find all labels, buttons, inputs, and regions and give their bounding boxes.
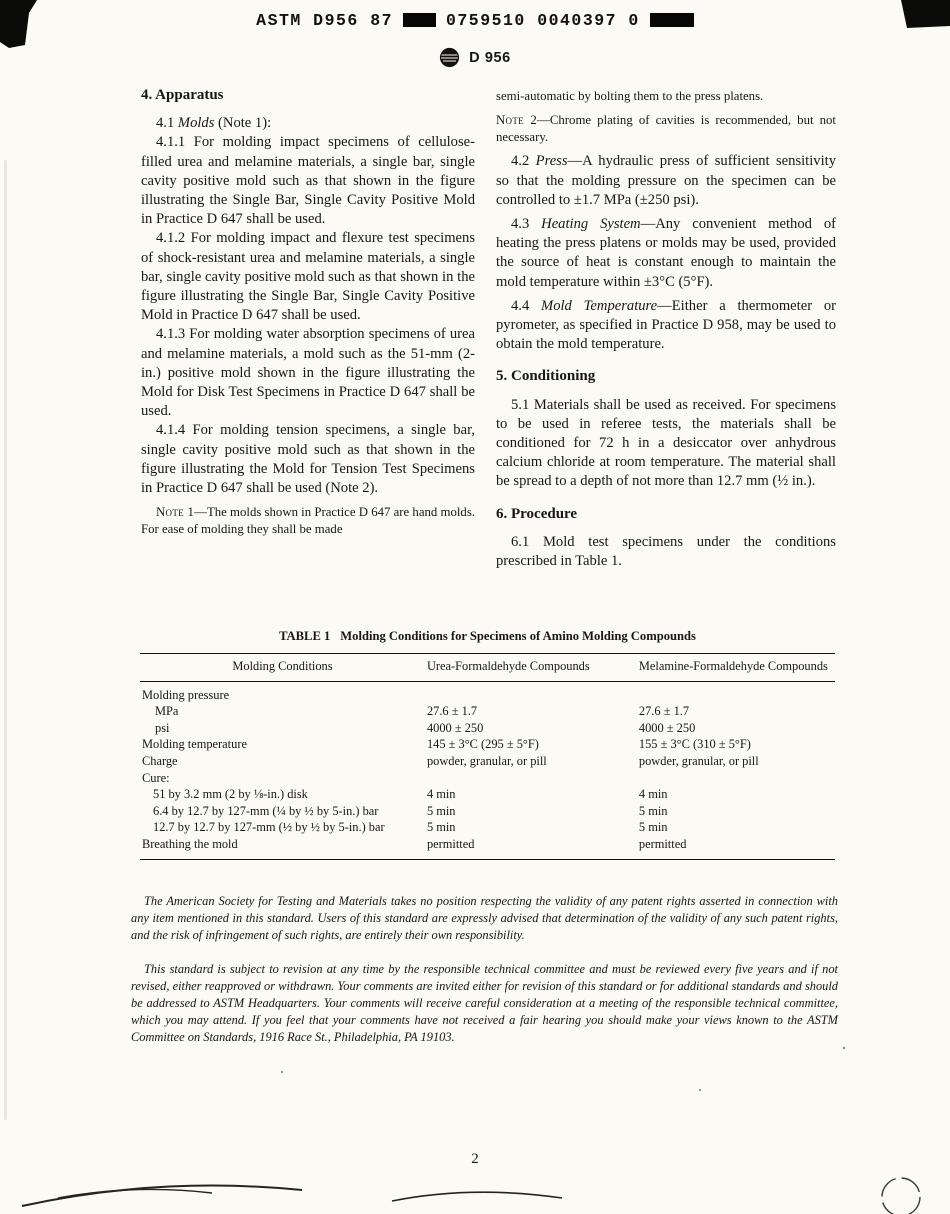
legal-notes bbox=[131, 893, 838, 1063]
melamine-value-cell: permitted bbox=[638, 836, 687, 851]
row-label-cell: MPa bbox=[155, 704, 179, 719]
para-4-1-1: 4.1.1 For molding impact specimens of cellulose-filled urea and melamine materials, a single bar, single cavity positive mold such as that shown in the figure illustrating the Single Bar, Single Cavity Positive Mold in Practice D 647 shall be used. bbox=[141, 134, 475, 228]
urea-value-cell: 27.6 ± 1.7 bbox=[426, 704, 478, 719]
para-4-1-3: 4.1.3 For molding water absorption specimens of urea and melamine materials, a mold such as the 51-mm (2-in.) positive mold shown in the figure illustrating the Mold for Disk Test Specimens in Practice D 647 shall be used. bbox=[141, 326, 475, 420]
left-column bbox=[141, 86, 475, 571]
table-1-caption: Molding Conditions for Specimens of Amino Molding Compounds bbox=[340, 629, 696, 643]
note-1-continuation: semi-automatic by bolting them to the press platens. bbox=[496, 89, 764, 103]
table-header-row bbox=[140, 654, 835, 682]
scan-curl-left bbox=[22, 1186, 302, 1206]
table-row bbox=[140, 770, 835, 787]
para-num: 4.3 bbox=[511, 216, 530, 232]
col-header-melamine: Melamine-Formaldehyde Compounds bbox=[637, 654, 835, 682]
urea-value-cell: 5 min bbox=[426, 820, 456, 835]
table-row bbox=[140, 704, 835, 721]
melamine-value-cell: 4 min bbox=[638, 787, 668, 802]
para-4-1-2: 4.1.2 For molding impact and flexure test specimens of shock-resistant urea and melamine materials, a single bar, single cavity positive mold such as that shown in the figure illustrating the Single Bar, Single Cavity Positive Mold in Practice D 647 shall be used. bbox=[141, 230, 475, 324]
note-1 bbox=[141, 504, 475, 538]
note-2 bbox=[496, 112, 836, 146]
scan-speck bbox=[281, 1071, 283, 1073]
row-label-cell: psi bbox=[155, 720, 170, 735]
section-heading-conditioning: 5. Conditioning bbox=[496, 368, 596, 385]
para-6-1: 6.1 Mold test specimens under the conditions prescribed in Table 1. bbox=[496, 533, 836, 570]
melamine-value-cell bbox=[637, 681, 835, 704]
para-4-1 bbox=[141, 114, 475, 133]
table-row bbox=[140, 753, 835, 770]
melamine-value-cell: powder, granular, or pill bbox=[638, 753, 759, 768]
redaction-bar-icon bbox=[650, 13, 694, 27]
table-row bbox=[140, 737, 835, 754]
para-text: —A hydraulic press of sufficient sensitivity so that the molding pressure on the specimen can be controlled to ±1.7 MPa (±250 psi). bbox=[496, 153, 836, 208]
note-text: —The molds shown in Practice D 647 are hand molds. For ease of molding they shall be made bbox=[141, 505, 475, 537]
para-4-2 bbox=[496, 152, 836, 210]
scan-speck bbox=[843, 1047, 845, 1049]
urea-value-cell: 4 min bbox=[426, 787, 456, 802]
melamine-value-cell: 27.6 ± 1.7 bbox=[638, 704, 690, 719]
table-row bbox=[140, 836, 835, 859]
doc-id: D 956 bbox=[469, 49, 511, 66]
melamine-value-cell bbox=[637, 770, 835, 787]
para-4-1-4: 4.1.4 For molding tension specimens, a single bar, single cavity positive mold such as that shown in the figure illustrating the Mold for Tension Test Specimens in Practice D 647 shall be used (Note 2). bbox=[141, 422, 475, 497]
col-header-urea: Urea-Formaldehyde Compounds bbox=[425, 654, 637, 682]
section-heading-apparatus: 4. Apparatus bbox=[141, 87, 224, 103]
scan-speck bbox=[699, 1089, 701, 1091]
para-text: —Any convenient method of heating the press platens or molds may be used, provided the source of heat is constant enough to maintain the mold temperature within ±3°C (5°F). bbox=[496, 216, 836, 290]
section-heading-procedure: 6. Procedure bbox=[496, 505, 578, 522]
row-label-cell: Molding pressure bbox=[142, 687, 230, 702]
astm-logo-icon bbox=[439, 47, 460, 68]
para-lead-italic: Molds bbox=[177, 115, 215, 132]
page-number: 2 bbox=[471, 1151, 479, 1167]
urea-value-cell bbox=[425, 770, 637, 787]
redaction-bar-icon bbox=[403, 13, 436, 27]
row-label-cell: Cure: bbox=[142, 770, 170, 785]
note-label: Note 2 bbox=[496, 112, 538, 127]
molding-conditions-table bbox=[140, 653, 835, 860]
para-num: 4.2 bbox=[511, 153, 530, 170]
urea-value-cell: 4000 ± 250 bbox=[426, 720, 484, 735]
row-label-cell: Charge bbox=[142, 753, 178, 768]
table-row bbox=[140, 720, 835, 737]
para-num: 4.1 bbox=[156, 115, 175, 132]
table-row bbox=[140, 820, 835, 837]
urea-value-cell: powder, granular, or pill bbox=[426, 753, 547, 768]
para-num: 4.4 bbox=[511, 297, 530, 314]
para-5-1: 5.1 Materials shall be used as received. For specimens to be used in referee tests, the materials shall be conditioned for 72 h in a desiccator over anhydrous calcium chloride at room temperature. The material shall be spread to a depth of not more than 12.7 mm (½ in.). bbox=[496, 396, 836, 490]
urea-value-cell: 5 min bbox=[426, 803, 456, 818]
patent-disclaimer: The American Society for Testing and Materials takes no position respecting the validity of any patent rights asserted in connection with any item mentioned in this standard. Users of this standard are expressly advised that determination of the validity of any such patent rights, and the risk of infringement of such rights, are entirely their own responsibility. bbox=[131, 894, 838, 942]
melamine-value-cell: 155 ± 3°C (310 ± 5°F) bbox=[638, 737, 751, 752]
note-text: —Chrome plating of cavities is recommended, but not necessary. bbox=[496, 112, 836, 144]
para-lead-italic: Mold Temperature bbox=[541, 297, 658, 314]
table-row bbox=[140, 787, 835, 804]
para-lead-italic: Press bbox=[535, 153, 568, 170]
row-label-cell: Breathing the mold bbox=[142, 836, 238, 851]
scan-curl-center bbox=[392, 1192, 562, 1201]
scan-ring-bottom-right bbox=[882, 1178, 920, 1214]
row-label-cell: 6.4 by 12.7 by 127-mm (¼ by ½ by 5-in.) bar bbox=[153, 803, 379, 818]
row-label-cell: 12.7 by 12.7 by 127-mm (½ by ½ by 5-in.) bar bbox=[153, 820, 385, 835]
col-header-conditions: Molding Conditions bbox=[140, 654, 425, 682]
para-text: (Note 1): bbox=[218, 115, 272, 132]
melamine-value-cell: 4000 ± 250 bbox=[638, 720, 696, 735]
melamine-value-cell: 5 min bbox=[638, 803, 668, 818]
row-label-cell: Molding temperature bbox=[142, 737, 247, 752]
urea-value-cell: permitted bbox=[426, 836, 475, 851]
urea-value-cell: 145 ± 3°C (295 ± 5°F) bbox=[426, 737, 539, 752]
para-text: —Either a thermometer or pyrometer, as specified in Practice D 958, may be used to obtain the mold temperature. bbox=[496, 297, 837, 353]
para-4-3 bbox=[496, 215, 836, 292]
scan-curl-left-inner bbox=[58, 1189, 212, 1198]
melamine-value-cell: 5 min bbox=[638, 820, 668, 835]
note-label: Note 1 bbox=[156, 505, 195, 520]
scan-header-code bbox=[0, 11, 950, 30]
scan-edge-shadow bbox=[4, 160, 7, 1120]
table-row bbox=[140, 803, 835, 820]
table-1-title bbox=[140, 629, 835, 644]
para-lead-italic: Heating System bbox=[541, 216, 641, 232]
table-row bbox=[140, 681, 835, 704]
row-label-cell: 51 by 3.2 mm (2 by ⅛-in.) disk bbox=[153, 787, 308, 802]
urea-value-cell bbox=[425, 681, 637, 704]
table-1-label: TABLE 1 bbox=[279, 629, 331, 643]
revision-notice: This standard is subject to revision at any time by the responsible technical committee and must be reviewed every five years and if not revised, either reapproved or withdrawn. Your comments are invited either for revision of this standard or for additional standards and should be addressed to ASTM Headquarters. Your comments will receive careful consideration at a meeting of the responsible technical committee, which you may attend. If you feel that your comments have not received a fair hearing you should make your views known to the ASTM Committee on Standards, 1916 Race St., Philadelphia, PA 19103. bbox=[131, 962, 838, 1044]
two-column-body bbox=[141, 86, 836, 571]
right-column bbox=[496, 86, 836, 571]
table-1 bbox=[140, 629, 835, 860]
header-right-code: 0759510 0040397 0 bbox=[446, 11, 640, 30]
doc-id-line bbox=[0, 47, 950, 68]
para-4-4 bbox=[496, 297, 836, 355]
header-left-code: ASTM D956 87 bbox=[256, 11, 393, 30]
